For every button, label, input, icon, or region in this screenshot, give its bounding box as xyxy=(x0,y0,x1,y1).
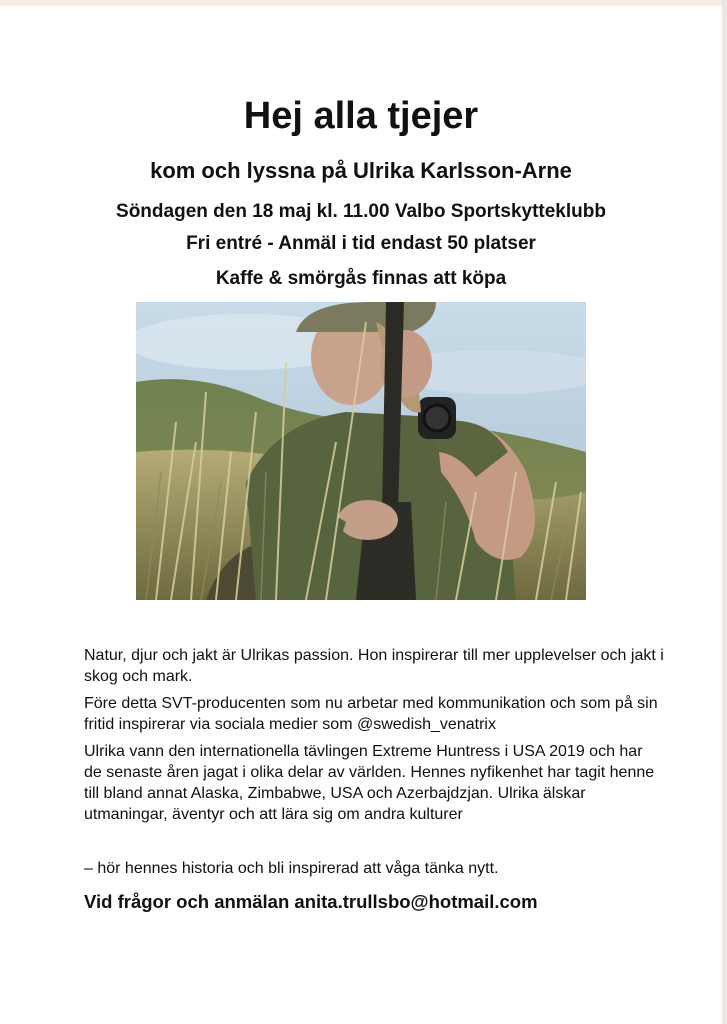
paragraph-achievements: Ulrika vann den internationella tävlingen Extreme Huntress i USA 2019 och har de senaste åren jagat i olika delar av världen. Hennes nyfikenhet har tagit henne till bland annat Alaska, Zimbabwe, USA och Azerbajdzjan. Ulrika älskar utmaningar, äventyr och att lära sig om andra kulturer xyxy=(84,743,655,823)
poster-title: Hej alla tjejer xyxy=(243,95,479,137)
refreshments-line: Kaffe & smörgås finnas att köpa xyxy=(215,268,507,289)
paragraph-inspiration: – hör hennes historia och bli inspirerad att våga tänka nytt. xyxy=(84,860,499,877)
event-line: Söndagen den 18 maj kl. 11.00 Valbo Sportskytteklubb xyxy=(116,201,606,222)
poster-subtitle: kom och lyssna på Ulrika Karlsson-Arne xyxy=(150,158,572,183)
paragraph-passion: Natur, djur och jakt är Ulrikas passion. Hon inspirerar till mer upplevelser och jakt i skog och mark. xyxy=(84,647,664,685)
page-edge xyxy=(722,0,727,1024)
contact-line: Vid frågor och anmälan anita.trullsbo@hotmail.com xyxy=(84,891,538,912)
entry-line: Fri entré - Anmäl i tid endast 50 platser xyxy=(186,233,536,254)
hunter-photo-illustration xyxy=(136,302,586,600)
poster-page xyxy=(0,6,722,1024)
hunter-photo xyxy=(136,302,586,600)
paragraph-background: Före detta SVT-producenten som nu arbetar med kommunikation och som på sin fritid inspirerar via sociala medier som @swedish_venatrix xyxy=(84,695,658,733)
